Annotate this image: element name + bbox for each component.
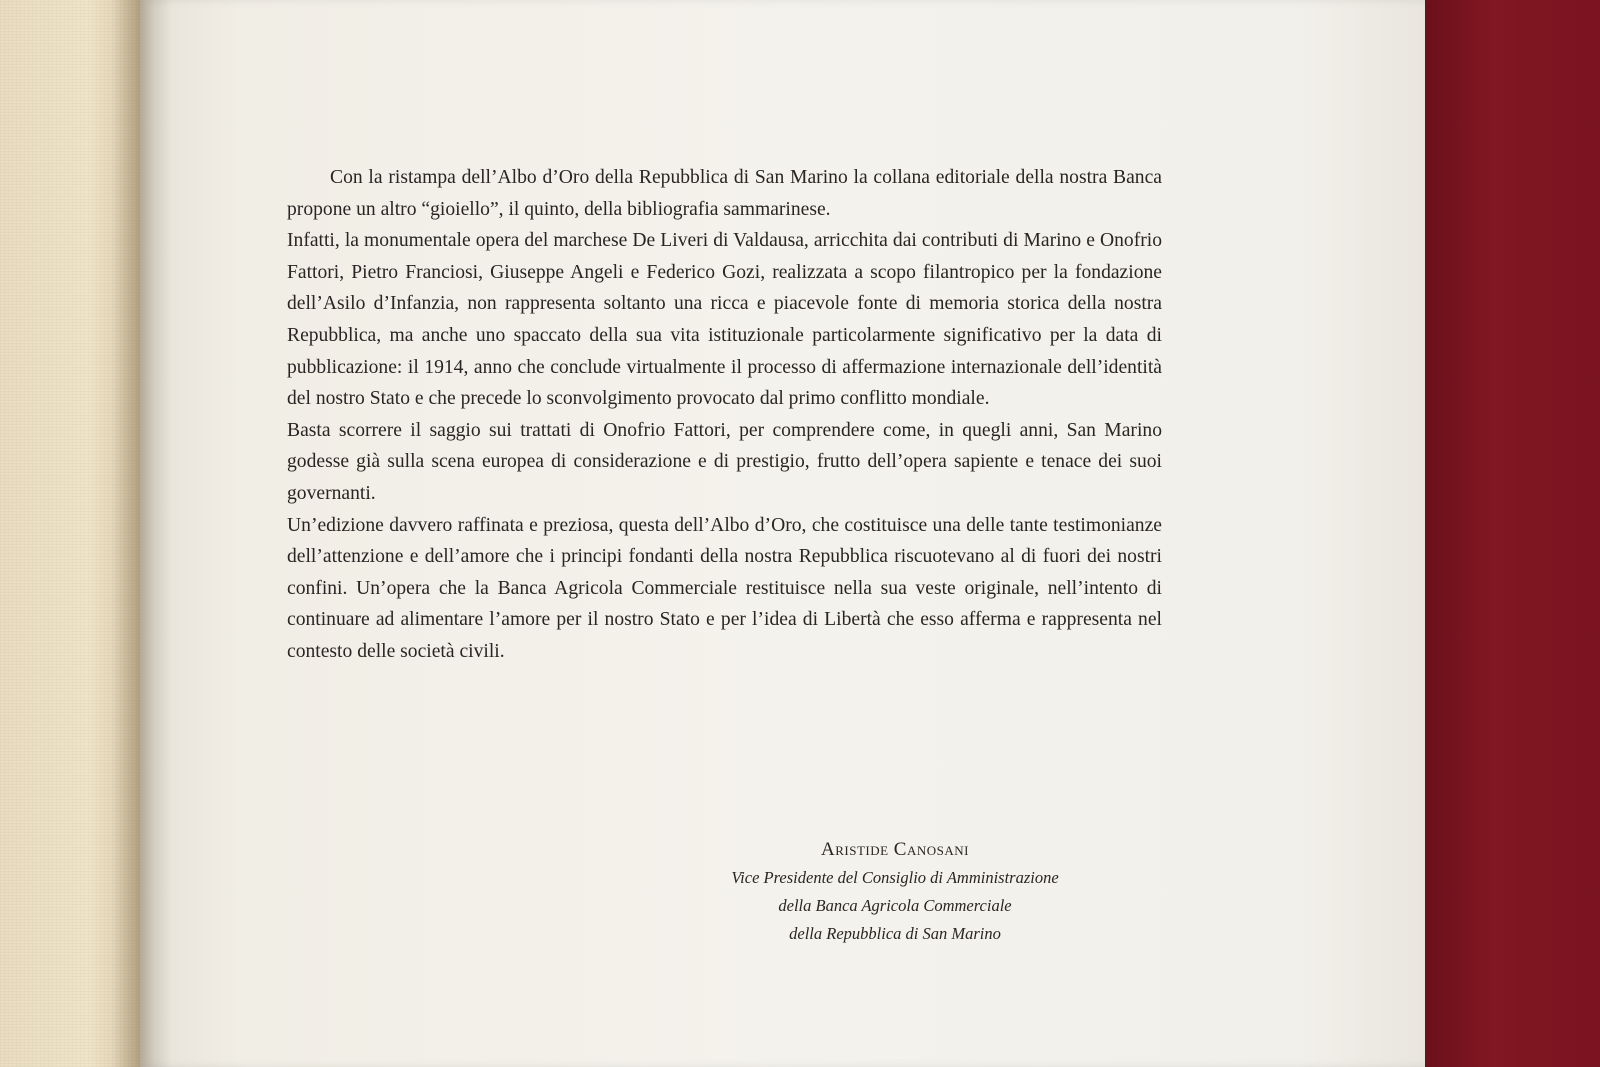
page-gutter-shadow [112,0,172,1067]
paragraph-1: Con la ristampa dell’Albo d’Oro della Repubblica di San Marino la collana editoriale della nostra Banca propone un altro “gioiello”, il quinto, della bibliografia sammarinese. [287,167,1162,220]
right-page [140,0,1425,1067]
body-text [287,162,1162,668]
paragraph-2: Infatti, la monumentale opera del marchese De Liveri di Valdausa, arricchita dai contributi di Marino e Onofrio Fattori, Pietro Franciosi, Giuseppe Angeli e Federico Gozi, realizzata a scopo filantropico per la fondazione dell’Asilo d’Infanzia, non rappresenta soltanto una ricca e piacevole fonte di memoria storica della nostra Repubblica, ma anche uno spaccato della sua vita istituzionale particolarmente significativo per la data di pubblicazione: il 1914, anno che conclude virtualmente il processo di affermazione internazionale dell’identità del nostro Stato e che precede lo sconvolgimento provocato dal primo conflitto mondiale. [287,230,1162,410]
signature-block [695,836,1095,948]
signatory-title-1: Vice Presidente del Consiglio di Amministrazione [731,868,1059,887]
paragraph-3: Basta scorrere il saggio sui trattati di Onofrio Fattori, per comprendere come, in quegli anni, San Marino godesse già sulla scena europea di considerazione e di prestigio, frutto dell’opera sapiente e tenace dei suoi governanti. [287,419,1162,504]
signatory-name: Aristide Canosani [821,839,969,860]
signatory-title-2: della Banca Agricola Commerciale [778,896,1012,915]
book-cover-board [1420,0,1600,1067]
paragraph-4: Un’edizione davvero raffinata e preziosa, questa dell’Albo d’Oro, che costituisce una delle tante testimonianze dell’attenzione e dell’amore che i principi fondanti della nostra Repubblica riscuotevano al di fuori dei nostri confini. Un’opera che la Banca Agricola Commerciale restituisce nella sua veste originale, nell’intento di continuare ad alimentare l’amore per il nostro Stato e per l’idea di Libertà che esso afferma e rappresenta nel contesto delle società civili. [287,514,1162,662]
signatory-title-3: della Repubblica di San Marino [789,924,1001,943]
